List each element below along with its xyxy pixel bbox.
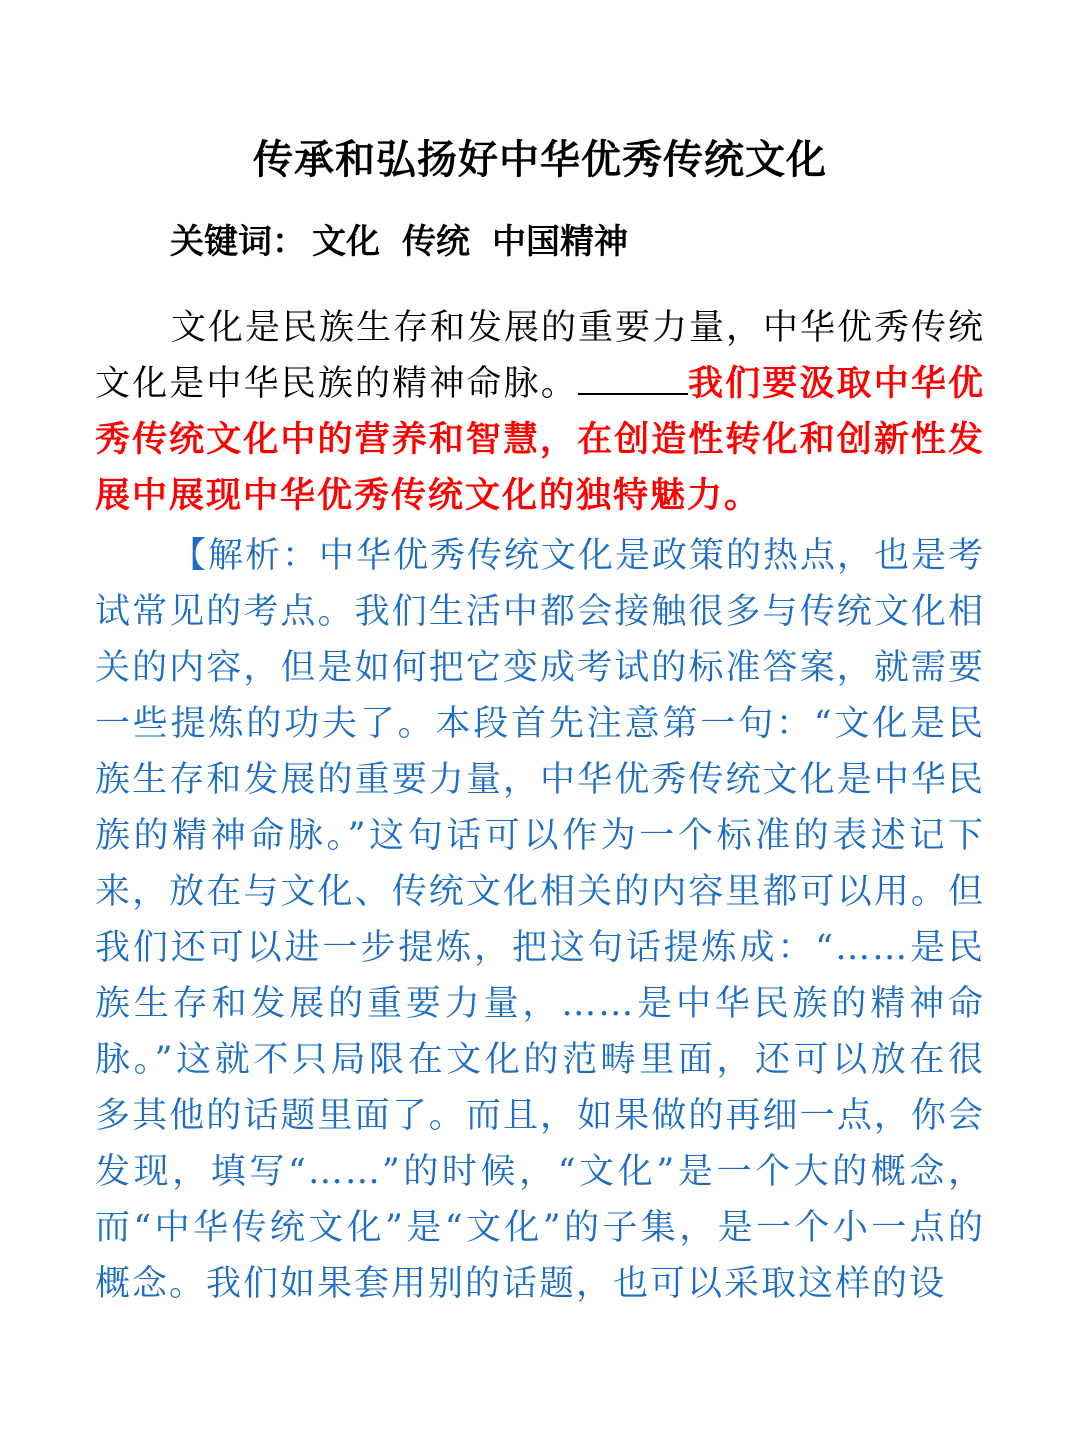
- page-title: 传承和弘扬好中华优秀传统文化: [253, 136, 827, 183]
- paragraph-main: [95, 300, 985, 524]
- fill-in-blank: [578, 359, 688, 395]
- keyword-item: 文化: [312, 222, 380, 262]
- analysis-paragraph: 【解析：中华优秀传统文化是政策的热点，也是考试常见的考点。我们生活中都会接触很多与传统文化相关的内容，但是如何把它变成考试的标准答案，就需要一些提炼的功夫了。本段首先注意第一句：“文化是民族生存和发展的重要力量，中华优秀传统文化是中华民族的精神命脉。”这句话可以作为一个标准的表述记下来，放在与文化、传统文化相关的内容里都可以用。但我们还可以进一步提炼，把这句话提炼成：“……是民族生存和发展的重要力量，……是中华民族的精神命脉。”这就不只局限在文化的范畴里面，还可以放在很多其他的话题里面了。而且，如果做的再细一点，你会发现，填写“……”的时候，“文化”是一个大的概念，而“中华传统文化”是“文化”的子集，是一个小一点的概念。我们如果套用别的话题，也可以采取这样的设: [95, 536, 985, 1304]
- keywords-line: [170, 214, 650, 270]
- keyword-item: 传统: [402, 222, 470, 262]
- keyword-item: 中国精神: [492, 222, 628, 262]
- answer-highlight: 我们要汲取中华优秀传统文化中的营养和智慧，在创造性转化和创新性发展中展现中华优秀传统文化的独特魅力。: [95, 363, 985, 516]
- keywords-label: 关键词：: [170, 222, 306, 262]
- paragraph-intro: 文化是民族生存和发展的重要力量，中华优秀传统文化是中华民族的精神命脉。: [95, 308, 986, 404]
